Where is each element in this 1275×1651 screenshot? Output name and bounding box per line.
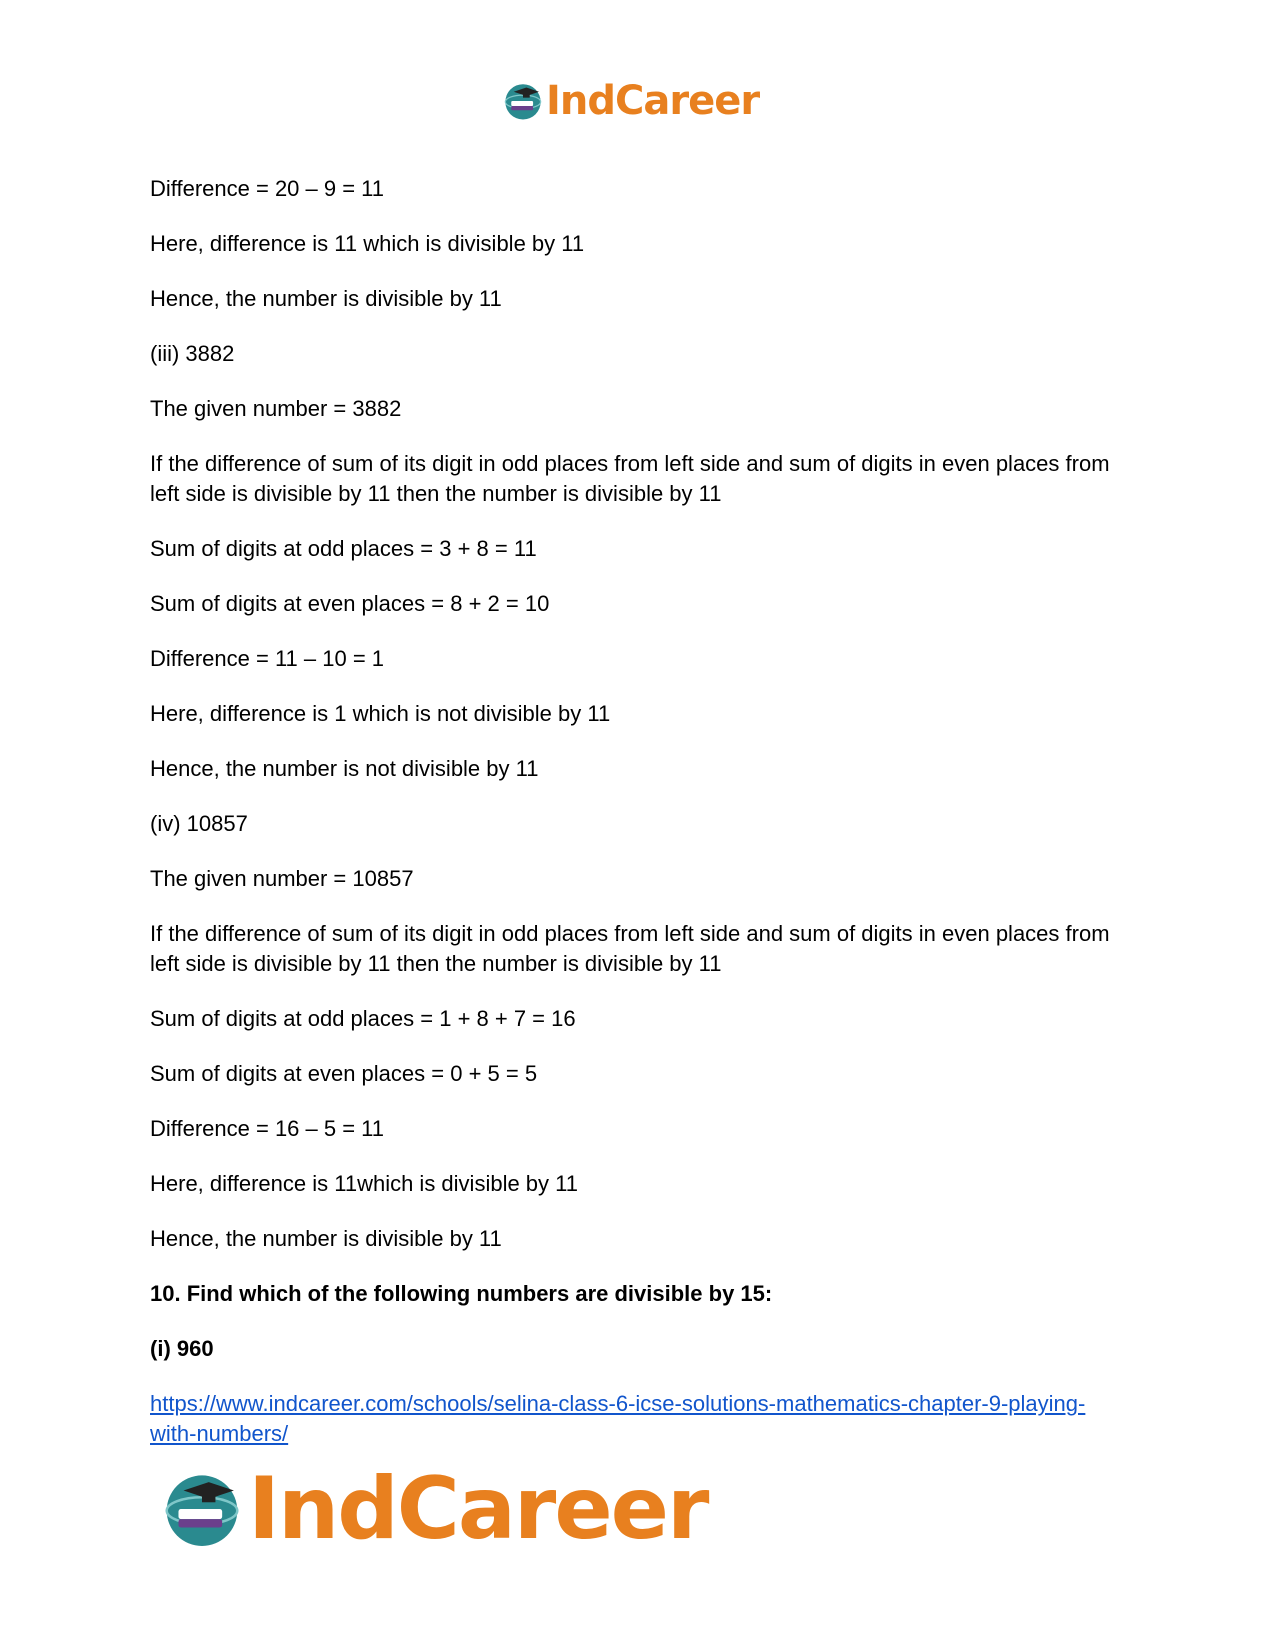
body-paragraph: Sum of digits at odd places = 1 + 8 + 7 = 16 bbox=[150, 1006, 576, 1031]
body-paragraph: Difference = 11 – 10 = 1 bbox=[150, 646, 385, 671]
body-paragraph: The given number = 10857 bbox=[150, 866, 414, 891]
body-paragraph: Difference = 16 – 5 = 11 bbox=[150, 1116, 385, 1141]
body-paragraph: Hence, the number is not divisible by 11 bbox=[150, 756, 539, 781]
body-paragraph: Here, difference is 11 which is divisible by 11 bbox=[150, 231, 585, 256]
body-paragraph: (iii) 3882 bbox=[150, 341, 235, 366]
body-paragraph: Here, difference is 1 which is not divisible by 11 bbox=[150, 701, 611, 726]
globe-book-icon bbox=[502, 80, 544, 122]
header-logo bbox=[502, 80, 759, 122]
body-paragraph: The given number = 3882 bbox=[150, 396, 402, 421]
source-link[interactable]: https://www.indcareer.com/schools/selina-class-6-icse-solutions-mathematics-chapter-9-playing-with-numbers/ bbox=[150, 1391, 1086, 1446]
footer-logo-text: IndCareer bbox=[248, 1459, 708, 1559]
question-heading: 10. Find which of the following numbers are divisible by 15: bbox=[150, 1281, 773, 1306]
body-paragraph: If the difference of sum of its digit in odd places from left side and sum of digits in even places from left side is divisible by 11 then the number is divisible by 11 bbox=[150, 921, 1116, 976]
footer-logo bbox=[160, 1459, 708, 1559]
body-paragraph: Difference = 20 – 9 = 11 bbox=[150, 176, 385, 201]
body-paragraph: Hence, the number is divisible by 11 bbox=[150, 1226, 502, 1251]
body-paragraph: Hence, the number is divisible by 11 bbox=[150, 286, 502, 311]
body-paragraph: Sum of digits at even places = 0 + 5 = 5 bbox=[150, 1061, 538, 1086]
header-logo-text: IndCareer bbox=[546, 78, 760, 124]
body-paragraph: (iv) 10857 bbox=[150, 811, 248, 836]
body-paragraph: Sum of digits at odd places = 3 + 8 = 11 bbox=[150, 536, 537, 561]
document-body bbox=[150, 174, 1130, 1449]
body-paragraph: If the difference of sum of its digit in odd places from left side and sum of digits in even places from left side is divisible by 11 then the number is divisible by 11 bbox=[150, 451, 1116, 506]
question-heading: (i) 960 bbox=[150, 1336, 214, 1361]
globe-book-icon bbox=[160, 1467, 244, 1551]
body-paragraph: Sum of digits at even places = 8 + 2 = 10 bbox=[150, 591, 550, 616]
body-paragraph: Here, difference is 11which is divisible by 11 bbox=[150, 1171, 578, 1196]
